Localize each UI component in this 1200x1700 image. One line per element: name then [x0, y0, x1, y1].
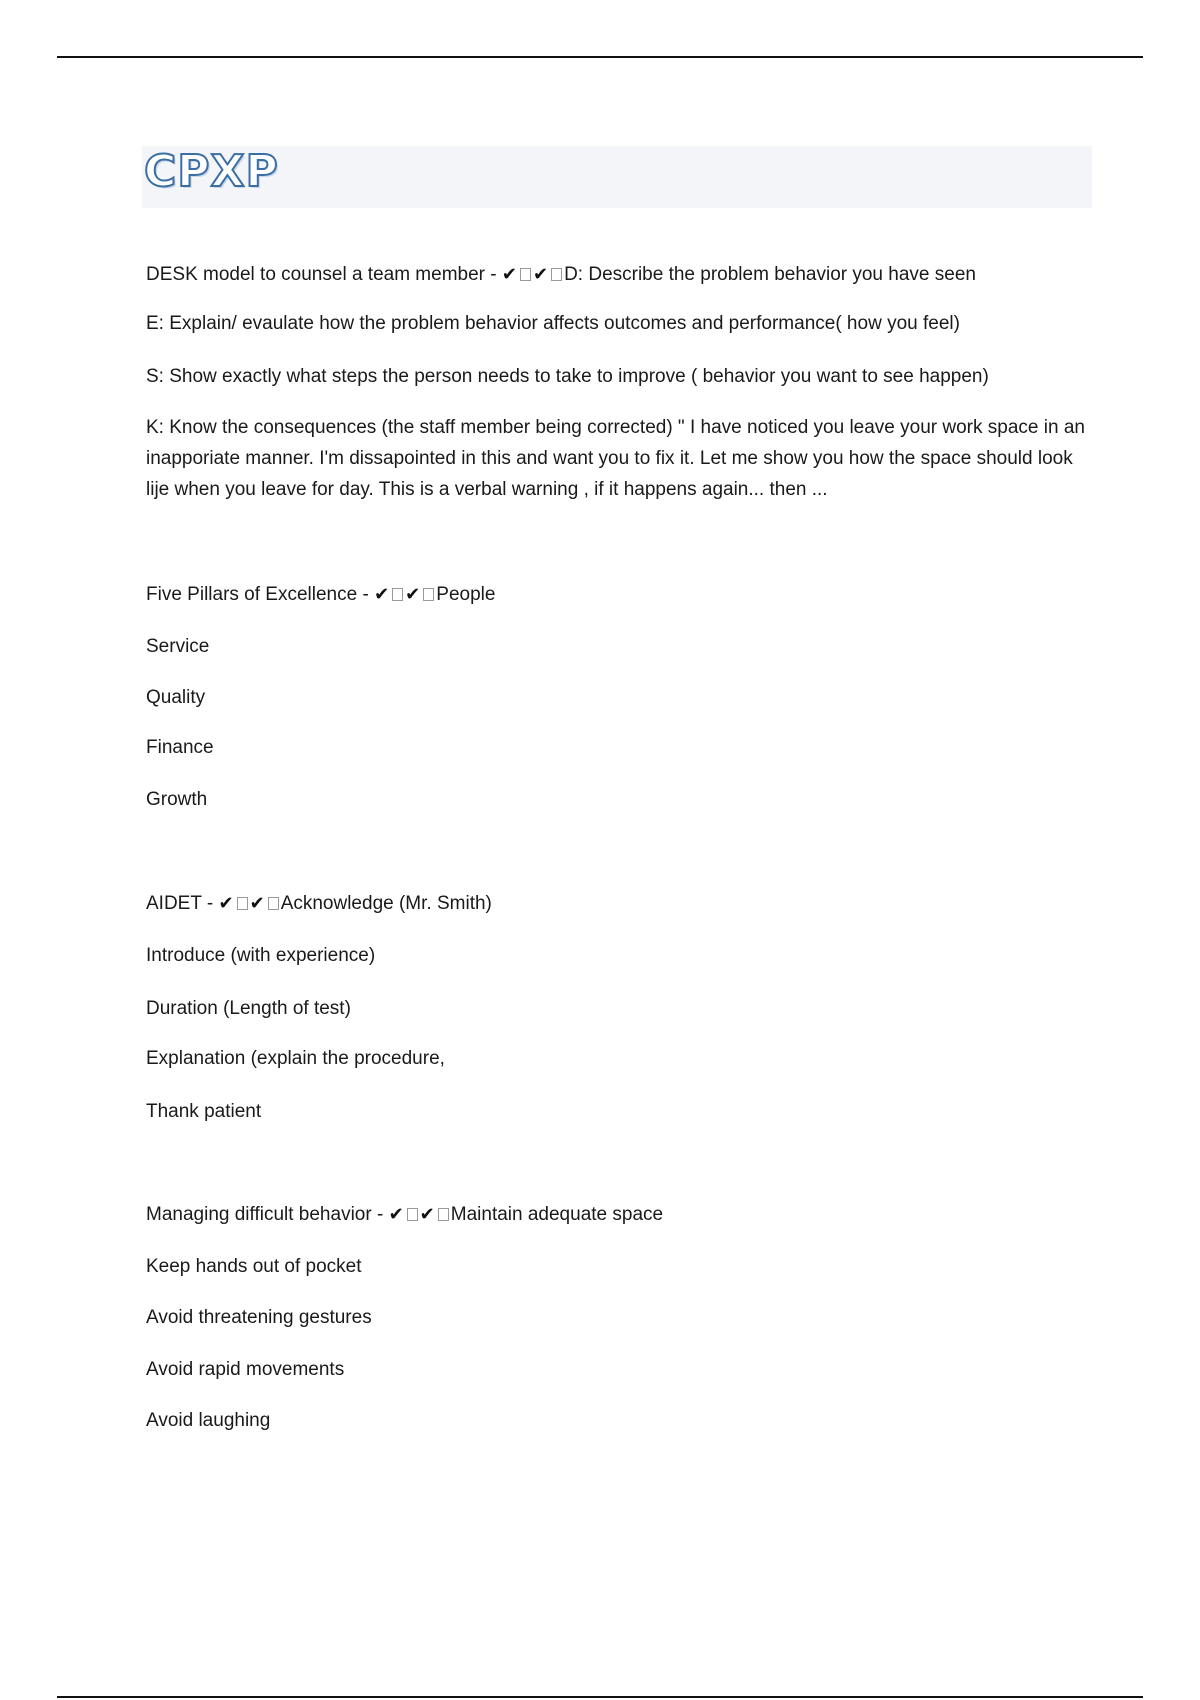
header-rule — [57, 56, 1143, 58]
desk-answer-paragraph: K: Know the consequences (the staff member being corrected) " I have noticed you leave your work space in an inapporiate manner. I'm dissapointed in this and want you to fix it. Let me show you how the space should look lije when you leave for day. This is a verbal warning , if it happens again... then ... — [146, 417, 1085, 500]
aidet-question — [146, 893, 492, 915]
desk-question — [146, 264, 976, 286]
check-icon: ✔ — [388, 1204, 404, 1225]
desk-term: DESK model to counsel a team member - — [146, 264, 502, 285]
aidet-answer-first: Acknowledge (Mr. Smith) — [280, 893, 492, 914]
check-icon: ✔ — [374, 584, 390, 605]
box-icon — [407, 1208, 418, 1221]
box-icon — [438, 1208, 449, 1221]
pillars-answer-line: Finance — [146, 737, 214, 758]
pillars-answer-line: Growth — [146, 789, 208, 810]
difficult-term: Managing difficult behavior - — [146, 1204, 389, 1225]
box-icon — [423, 588, 434, 601]
difficult-answer-line: Avoid laughing — [146, 1410, 271, 1431]
logo-banner — [142, 146, 1092, 208]
difficult-answer-first: Maintain adequate space — [450, 1204, 664, 1225]
difficult-question — [146, 1204, 663, 1226]
check-icon: ✔ — [501, 264, 517, 285]
difficult-answer-line: Avoid rapid movements — [146, 1359, 345, 1380]
difficult-answer-line: Avoid threatening gestures — [146, 1307, 372, 1328]
check-icon: ✔ — [218, 893, 234, 914]
box-icon — [551, 268, 562, 281]
check-icon: ✔ — [532, 264, 549, 285]
box-icon — [520, 268, 531, 281]
pillars-answer-first: People — [436, 584, 496, 605]
aidet-answer-line: Introduce (with experience) — [146, 945, 376, 966]
pillars-answer-line: Quality — [146, 687, 206, 708]
pillars-term: Five Pillars of Excellence - — [146, 584, 375, 605]
aidet-term: AIDET - — [146, 893, 219, 914]
box-icon — [237, 897, 248, 910]
aidet-answer-line: Thank patient — [146, 1101, 262, 1122]
pillars-answer-line: Service — [146, 636, 210, 657]
pillars-question — [146, 584, 495, 606]
cpxp-logo: CPXP — [144, 146, 279, 197]
box-icon — [268, 897, 279, 910]
desk-answer-first: D: Describe the problem behavior you have seen — [564, 264, 976, 285]
difficult-answer-line: Keep hands out of pocket — [146, 1256, 362, 1277]
desk-answer-line: E: Explain/ evaulate how the problem behavior affects outcomes and performance( how you feel) — [146, 313, 960, 334]
box-icon — [392, 588, 403, 601]
aidet-answer-line: Duration (Length of test) — [146, 998, 351, 1019]
footer-rule — [57, 1696, 1143, 1698]
aidet-answer-line: Explanation (explain the procedure, — [146, 1048, 445, 1069]
check-icon: ✔ — [405, 584, 421, 605]
desk-answer-line: S: Show exactly what steps the person needs to take to improve ( behavior you want to see happen) — [146, 366, 989, 387]
check-icon: ✔ — [249, 893, 265, 914]
check-icon: ✔ — [419, 1204, 435, 1225]
